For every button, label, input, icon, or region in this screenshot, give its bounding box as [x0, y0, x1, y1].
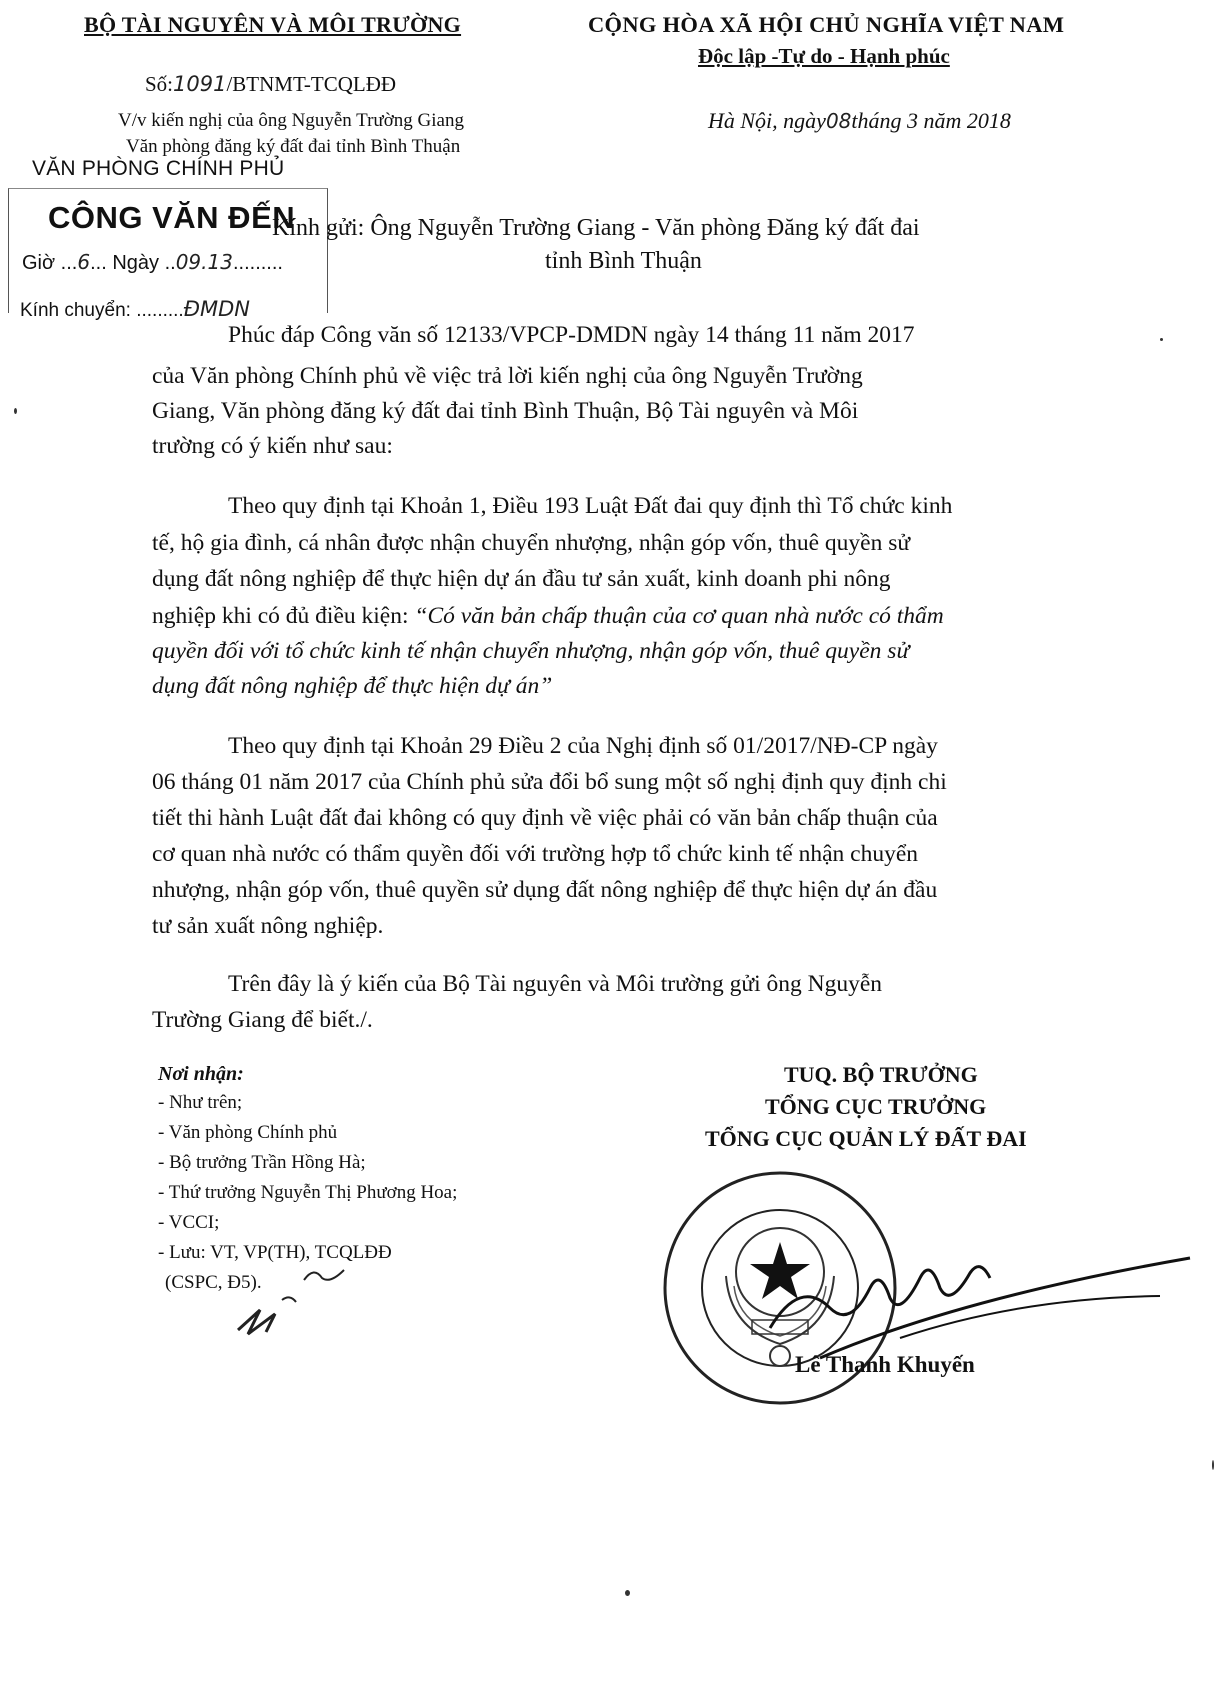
body-p2-line-2: tế, hộ gia đình, cá nhân được nhận chuyển nhượng, nhận góp vốn, thuê quyền sử: [152, 530, 911, 556]
body-p4-line-2: Trường Giang để biết./.: [152, 1007, 373, 1033]
signature-department: TỔNG CỤC QUẢN LÝ ĐẤT ĐAI: [705, 1126, 1027, 1151]
scan-speck: [625, 1590, 630, 1596]
recipient-line-2: tỉnh Bình Thuận: [545, 248, 702, 274]
stamp-forward-row: Kính chuyển: .........ĐMDN: [20, 297, 250, 321]
initials-small-scribble: [300, 1262, 350, 1286]
body-p4-line-1: Trên đây là ý kiến của Bộ Tài nguyên và Môi trường gửi ông Nguyễn: [228, 971, 883, 997]
body-p2-quote-line-1: quyền đối với tổ chức kinh tế nhận chuyển nhượng, nhận góp vốn, thuê quyền sử: [152, 638, 910, 664]
document-number: [145, 72, 396, 97]
stamp-title: CÔNG VĂN ĐẾN: [48, 200, 296, 235]
nation-name: CỘNG HÒA XÃ HỘI CHỦ NGHĨA VIỆT NAM: [588, 12, 1065, 37]
body-p2-quote-line-2: dụng đất nông nghiệp để thực hiện dự án”: [152, 673, 553, 699]
stamp-forward-label: Kính chuyển:: [20, 300, 131, 321]
nation-motto: Độc lập -Tự do - Hạnh phúc: [698, 44, 950, 68]
stamp-office: VĂN PHÒNG CHÍNH PHỦ: [32, 157, 285, 180]
recipients-item-4: - Thứ trưởng Nguyễn Thị Phương Hoa;: [158, 1182, 458, 1203]
body-p2-line-4-normal: nghiệp khi có đủ điều kiện:: [152, 603, 415, 629]
body-p3-line-5: nhượng, nhận góp vốn, thuê quyền sử dụng đất nông nghiệp để thực hiện dự án đầu: [152, 877, 938, 903]
stamp-time-value: 6: [77, 250, 91, 274]
body-p2-line-4-quote: “Có văn bản chấp thuận của cơ quan nhà nước có thẩm: [414, 603, 944, 629]
recipient-line-1: Kính gửi: Ông Nguyễn Trường Giang - Văn phòng Đăng ký đất đai: [272, 215, 920, 241]
body-p3-line-3: tiết thi hành Luật đất đai không có quy định về việc phải có văn bản chấp thuận của: [152, 805, 938, 831]
stamp-forward-value: ĐMDN: [183, 297, 250, 321]
body-p3-line-1: Theo quy định tại Khoản 29 Điều 2 của Nghị định số 01/2017/NĐ-CP ngày: [228, 733, 938, 759]
scan-speck: [1160, 338, 1163, 341]
scan-speck: [14, 408, 17, 414]
recipients-item-7: (CSPC, Đ5).: [165, 1272, 262, 1293]
body-p1-line-4: trường có ý kiến như sau:: [152, 433, 393, 459]
body-p2-line-3: dụng đất nông nghiệp để thực hiện dự án đầu tư sản xuất, kinh doanh phi nông: [152, 566, 891, 592]
signature-authority: TUQ. BỘ TRƯỞNG: [784, 1062, 978, 1087]
body-p3-line-4: cơ quan nhà nước có thẩm quyền đối với trường hợp tổ chức kinh tế nhận chuyển: [152, 841, 918, 867]
document-number-prefix: Số:: [145, 72, 174, 96]
stamp-date-value: 09.13: [175, 250, 233, 274]
recipients-item-3: - Bộ trưởng Trần Hồng Hà;: [158, 1152, 366, 1173]
initials-scribble: [230, 1290, 300, 1340]
signer-name: Lê Thanh Khuyến: [795, 1352, 975, 1377]
place-date-prefix: Hà Nội, ngày: [708, 108, 826, 133]
place-date: [708, 108, 1011, 134]
place-date-suffix: tháng 3 năm 2018: [851, 108, 1011, 133]
body-p3-line-6: tư sản xuất nông nghiệp.: [152, 913, 384, 939]
recipients-item-5: - VCCI;: [158, 1212, 220, 1233]
body-p1-line-2: của Văn phòng Chính phủ về việc trả lời kiến nghị của ông Nguyễn Trường: [152, 363, 863, 389]
stamp-date-label: Ngày: [112, 252, 160, 274]
scan-speck: [1212, 1460, 1214, 1470]
recipients-item-6: - Lưu: VT, VP(TH), TCQLĐĐ: [158, 1242, 392, 1263]
signature-position: TỔNG CỤC TRƯỞNG: [765, 1094, 987, 1119]
recipients-item-2: - Văn phòng Chính phủ: [158, 1122, 338, 1143]
subject-line-1: V/v kiến nghị của ông Nguyễn Trường Giang: [118, 110, 464, 131]
body-p2-line-4: [152, 603, 944, 630]
stamp-time-row: Giờ ...6... Ngày ..09.13.........: [22, 250, 283, 274]
body-p1-line-1: Phúc đáp Công văn số 12133/VPCP-DMDN ngày 14 tháng 11 năm 2017: [228, 322, 915, 348]
recipients-title: Nơi nhận:: [158, 1063, 244, 1085]
body-p3-line-2: 06 tháng 01 năm 2017 của Chính phủ sửa đổi bổ sung một số nghị định quy định chi: [152, 769, 947, 795]
body-p2-line-1: Theo quy định tại Khoản 1, Điều 193 Luật Đất đai quy định thì Tổ chức kinh: [228, 493, 953, 519]
stamp-time-label: Giờ: [22, 252, 56, 274]
document-number-suffix: /BTNMT-TCQLĐĐ: [226, 72, 397, 96]
place-date-day: 08: [825, 109, 852, 133]
ministry-name: BỘ TÀI NGUYÊN VÀ MÔI TRƯỜNG: [84, 12, 462, 37]
subject-line-2: Văn phòng đăng ký đất đai tỉnh Bình Thuận: [126, 136, 461, 157]
body-p1-line-3: Giang, Văn phòng đăng ký đất đai tỉnh Bình Thuận, Bộ Tài nguyên và Môi: [152, 398, 859, 424]
document-number-handwritten: 1091: [173, 72, 227, 96]
recipients-item-1: - Như trên;: [158, 1092, 243, 1113]
